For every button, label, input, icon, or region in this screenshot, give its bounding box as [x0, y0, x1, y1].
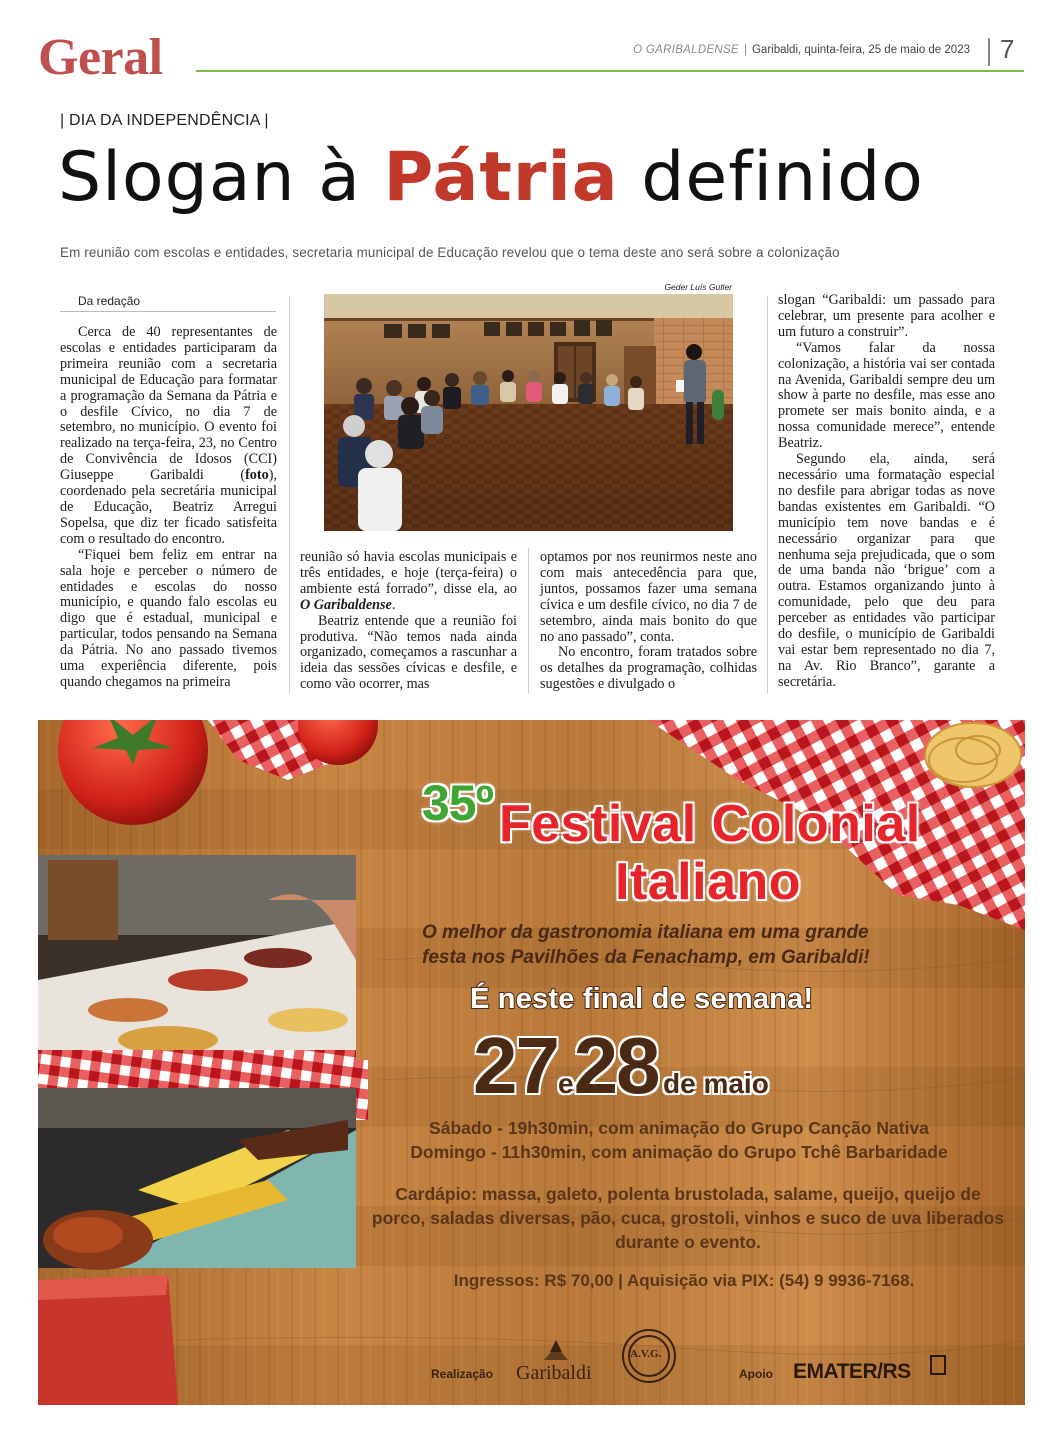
column-divider [767, 296, 768, 694]
ad-apoio-label: Apoio [739, 1367, 773, 1381]
ad-tagline-line-1: O melhor da gastronomia italiana em uma grande [422, 922, 869, 943]
paragraph: “Vamos falar da nossa colonização, a história vai ser contada na Avenida, Garibaldi sempre deu um show à parte no desfile, mas esse ano promete ser mais bonito ainda, e a nossa comunidade merece”, entende Beatriz. [778, 339, 995, 452]
article-headline [58, 138, 924, 217]
paragraph [60, 325, 277, 548]
ad-dates-conjunction: e [557, 1068, 574, 1099]
article-column-1 [60, 325, 277, 691]
festival-advertisement [38, 720, 1025, 1405]
article-column-4 [778, 293, 995, 691]
emater-logo: EMATER/RS [793, 1360, 911, 1383]
ad-realizacao-label: Realização [431, 1367, 494, 1381]
header-rule [196, 70, 1024, 72]
article-subhead: Em reunião com escolas e entidades, secretaria municipal de Educação revelou que o tema deste ano será sobre a colonização [60, 245, 840, 260]
text-run: ), coordenado pela secretária municipal de Educação, Beatriz Arregui Sopelsa, que diz ter ficado satisfeita com o resultado do encontro. [60, 467, 277, 547]
header-meta [633, 44, 970, 56]
meeting-photo-illustration [324, 294, 733, 531]
ad-menu: Cardápio: massa, galeto, polenta brustolada, salame, queijo, queijo de porco, saladas diversas, pão, cuca, grostoli, vinhos e suco de uva liberados durante o evento. [371, 1184, 1005, 1252]
text-run-bold: foto [245, 467, 269, 484]
photo-credit: Geder Luís Gutler [664, 282, 732, 292]
article-column-2 [300, 550, 517, 693]
headline-accent: Pátria [383, 138, 619, 217]
publication-name: O GARIBALDENSE [633, 44, 739, 56]
ad-title-line-1: Festival Colonial [499, 795, 921, 853]
ad-tickets: Ingressos: R$ 70,00 | Aquisição via PIX: (54) 9 9936-7168. [453, 1271, 915, 1290]
column-divider [289, 296, 290, 694]
section-title: Geral [38, 29, 163, 86]
ad-tagline-line-2: festa nos Pavilhões da Fenachamp, em Garibaldi! [422, 947, 870, 968]
text-run: . [391, 596, 396, 613]
ad-day-2: 28 [573, 1021, 659, 1110]
paragraph: No encontro, foram tratados sobre os detalhes da programação, colhidas sugestões e divulgado o [540, 644, 757, 693]
garibaldi-logo: Garibaldi [516, 1362, 592, 1384]
ad-month: de maio [663, 1068, 769, 1099]
article-kicker: | DIA DA INDEPENDÊNCIA | [60, 112, 269, 129]
ad-dates [473, 1020, 769, 1112]
avg-logo: A.V.G. [630, 1348, 662, 1360]
paragraph: “Fiquei bem feliz em entrar na sala hoje e perceber o número de entidades e escolas do nosso município, e quando falo escolas eu digo que é estadual, municipal e particular, todos pensando na Semana da Pátria. No ano passado tivemos uma experiência diferente, pois quando chegamos na primeira [60, 546, 277, 690]
ad-tagline [422, 920, 870, 970]
headline-part-1: Slogan à [58, 138, 384, 217]
text-run: Cerca de 40 representantes de escolas e entidades participaram da primeira reunião com a secretaria municipal de Educação para formatar a programação da Semana da Pátria e o desfile Cívico, no dia 7 de setembro, no município. O evento foi realizado na terça-feira, 23, no Centro de Convivência de Idosos (CCI) Giuseppe Garibaldi ( [60, 324, 277, 484]
headline-part-2: definido [618, 138, 924, 217]
page-number: 7 [1000, 34, 1015, 64]
paragraph: slogan “Garibaldi: um passado para celebrar, um presente para acolher e um futuro a construir”. [778, 292, 995, 340]
byline-rule [60, 311, 276, 312]
header-separator: | [743, 44, 747, 56]
paragraph: Segundo ela, ainda, será necessário uma formatação especial no desfile para abrigar todas as nove bandas existentes em Garibaldi. “O município tem nove bandas e é necessário organizar para que nenhuma seja prejudicada, que o som de uma banda não ‘brigue’ com a outra. Estamos organizando junto à comunidade, pelo que deu para perceber as entidades vão participar do desfile, o município de Garibaldi vai estar bem representado no dia 7, na Av. Rio Branco”, garante a secretária. [778, 451, 995, 690]
paragraph [300, 550, 517, 614]
byline: Da redação [78, 294, 141, 308]
article-column-3 [540, 550, 757, 693]
page-number-divider [988, 38, 990, 66]
text-run: reunião só havia escolas municipais e três entidades, e hoje (terça-feira) o ambiente está forrado”, disse ela, ao [300, 549, 517, 597]
paragraph: optamos por nos reunirmos neste ano com mais antecedência para que, juntos, possamos fazer uma semana cívica e um desfile cívico, no dia 7 de setembro, ainda mais bonito do que no ano passado”, conta. [540, 549, 757, 645]
ad-weekend-banner: É neste final de semana! [470, 983, 814, 1015]
paragraph: Beatriz entende que a reunião foi produtiva. “Não temos nada ainda organizado, começamos a rascunhar a ideia das sessões cívicas e desfile, e como vão ocorrer, mas [300, 612, 517, 693]
ad-schedule [384, 1116, 974, 1164]
ad-day-1: 27 [473, 1021, 558, 1110]
ad-edition: 35º [422, 775, 493, 831]
ad-schedule-saturday: Sábado - 19h30min, com animação do Grupo Canção Nativa [429, 1118, 929, 1138]
column-divider [528, 548, 529, 694]
ad-title-line-2: Italiano [615, 853, 802, 911]
article-photo [324, 294, 733, 531]
dateline: Garibaldi, quinta-feira, 25 de maio de 2023 [751, 44, 970, 56]
publication-reference: O Garibaldense [300, 596, 392, 613]
ad-schedule-sunday: Domingo - 11h30min, com animação do Grupo Tchê Barbaridade [410, 1142, 948, 1162]
